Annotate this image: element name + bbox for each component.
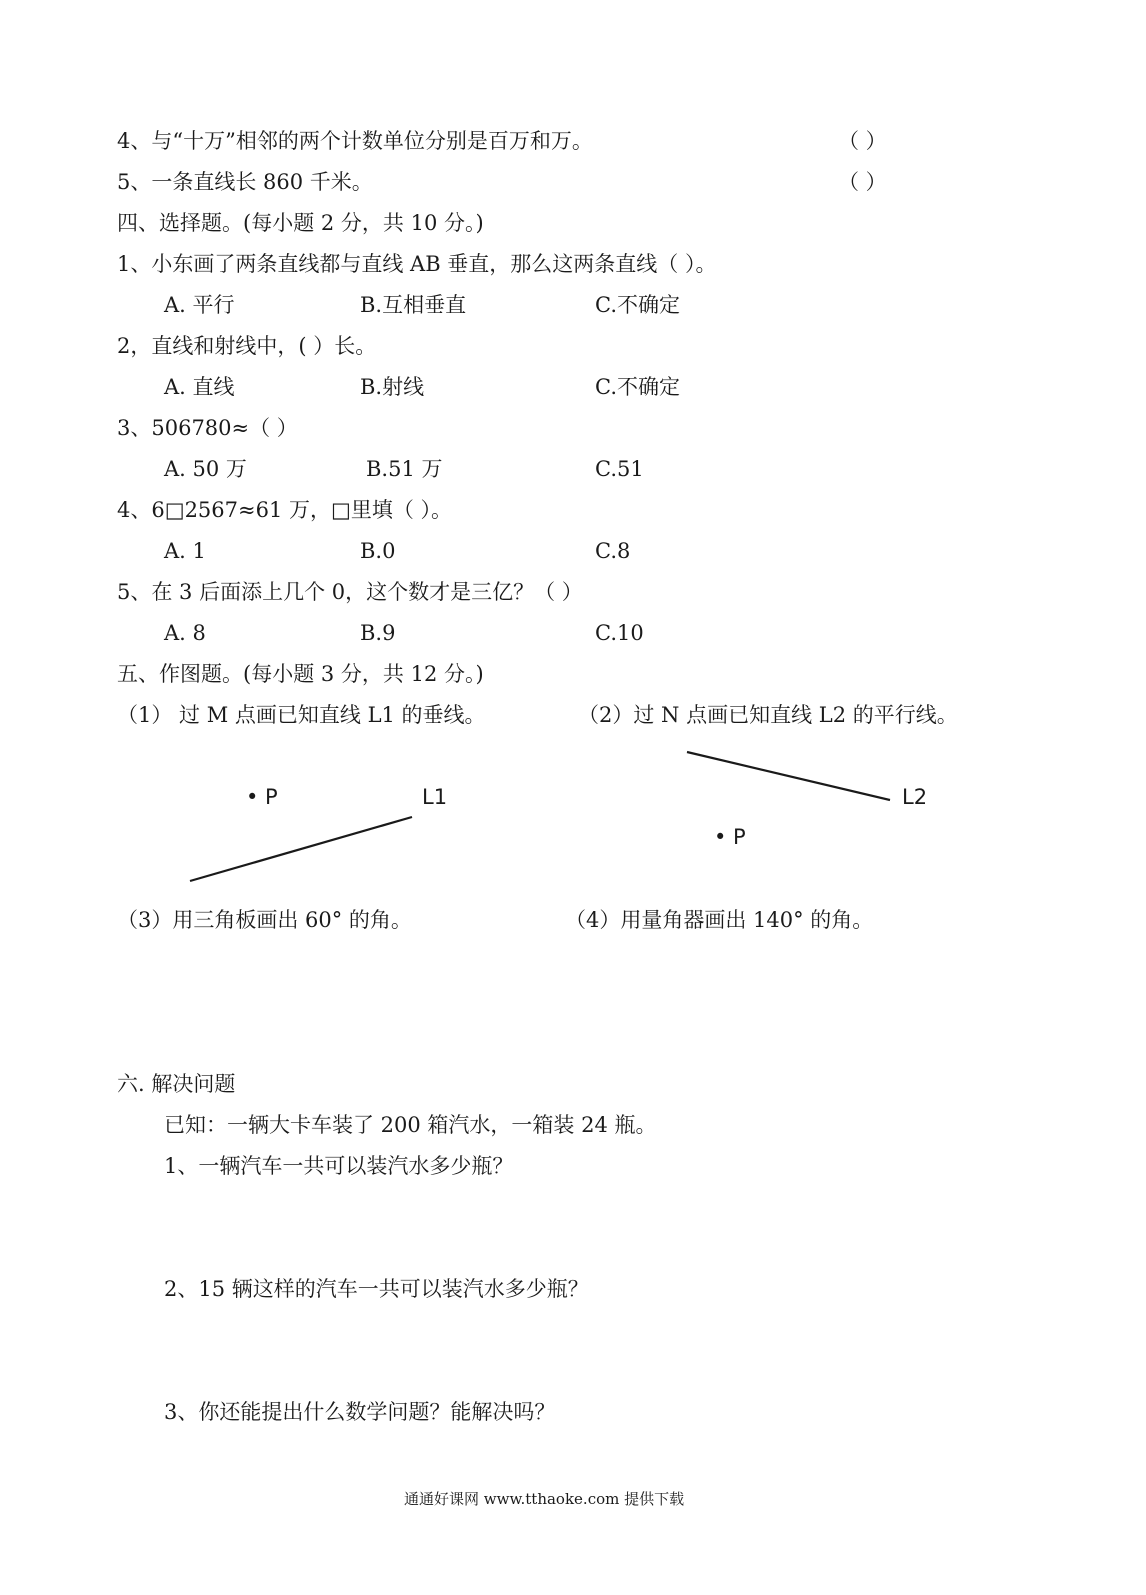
footer-source: 通通好课网 www.tthaoke.com 提供下载 — [404, 1490, 685, 1508]
section4-title: 四、选择题。(每小题 2 分，共 10 分。) — [117, 211, 484, 235]
mc5-option-b[interactable]: B.9 — [360, 621, 396, 645]
judgement-item-4: 4、与“十万”相邻的两个计数单位分别是百万和万。 — [117, 129, 593, 153]
drawing-task-3: （3）用三角板画出 60° 的角。 — [117, 908, 412, 932]
label-l1: L1 — [422, 785, 448, 809]
mc4-option-a[interactable]: A. 1 — [164, 539, 206, 563]
mc5-option-c[interactable]: C.10 — [595, 621, 644, 645]
mc3-option-c[interactable]: C.51 — [595, 457, 644, 481]
mc4-option-c[interactable]: C.8 — [595, 539, 631, 563]
section5-title: 五、作图题。(每小题 3 分，共 12 分。) — [117, 662, 484, 686]
mc-question-3: 3、506780≈（ ） — [117, 416, 298, 440]
line-l1 — [190, 817, 412, 881]
point-p-figure1: • P — [246, 785, 278, 809]
mc1-option-b[interactable]: B.互相垂直 — [360, 293, 467, 317]
mc3-option-a[interactable]: A. 50 万 — [164, 457, 247, 481]
answer-box-5[interactable]: （ ） — [838, 170, 887, 194]
drawing-task-2: （2）过 N 点画已知直线 L2 的平行线。 — [578, 703, 958, 727]
mc2-option-b[interactable]: B.射线 — [360, 375, 425, 399]
mc5-option-a[interactable]: A. 8 — [164, 621, 206, 645]
problem-2: 2、15 辆这样的汽车一共可以装汽水多少瓶？ — [164, 1277, 589, 1301]
mc4-option-b[interactable]: B.0 — [360, 539, 396, 563]
mc-question-2: 2，直线和射线中，( ）长。 — [117, 334, 377, 358]
problem-1: 1、一辆汽车一共可以装汽水多少瓶？ — [164, 1154, 514, 1178]
section6-title: 六. 解决问题 — [117, 1072, 236, 1096]
mc2-option-c[interactable]: C.不确定 — [595, 375, 680, 399]
given-conditions: 已知：一辆大卡车装了 200 箱汽水，一箱装 24 瓶。 — [164, 1113, 657, 1137]
mc1-option-c[interactable]: C.不确定 — [595, 293, 680, 317]
mc1-option-a[interactable]: A. 平行 — [164, 293, 235, 317]
answer-box-4[interactable]: （ ） — [838, 129, 887, 153]
mc2-option-a[interactable]: A. 直线 — [164, 375, 235, 399]
point-p-figure2: • P — [714, 825, 746, 849]
drawing-task-1: （1） 过 M 点画已知直线 L1 的垂线。 — [117, 703, 486, 727]
label-l2: L2 — [902, 785, 928, 809]
mc-question-1: 1、小东画了两条直线都与直线 AB 垂直，那么这两条直线（ ）。 — [117, 252, 717, 276]
mc3-option-b[interactable]: B.51 万 — [366, 457, 443, 481]
drawing-task-4: （4）用量角器画出 140° 的角。 — [565, 908, 874, 932]
problem-3: 3、你还能提出什么数学问题？能解决吗？ — [164, 1400, 556, 1424]
line-l2 — [687, 752, 890, 800]
mc-question-4: 4、6□2567≈61 万，□里填（ ）。 — [117, 498, 453, 522]
mc-question-5: 5、在 3 后面添上几个 0，这个数才是三亿？（ ） — [117, 580, 583, 604]
judgement-item-5: 5、一条直线长 860 千米。 — [117, 170, 373, 194]
